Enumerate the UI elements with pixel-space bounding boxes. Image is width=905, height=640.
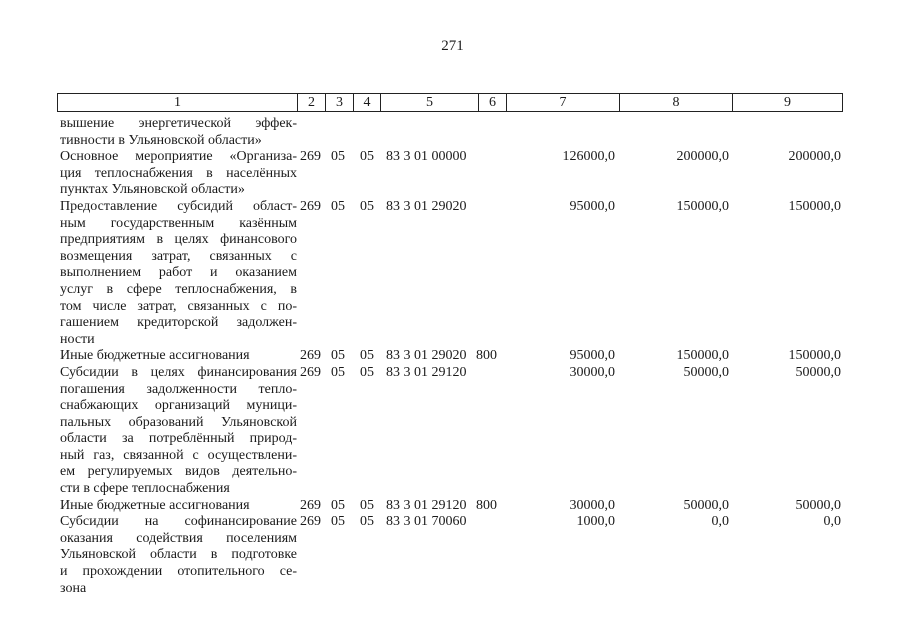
row-cell-c3 <box>327 116 354 149</box>
header-col-6: 6 <box>479 94 507 111</box>
table-row <box>57 149 847 199</box>
description-line: предприятиям в целях финансового <box>60 232 297 248</box>
description-line: Субсидии в целях финансирования <box>60 364 297 380</box>
description-line: оказания содействия поселениям <box>60 530 297 546</box>
table-row <box>57 514 847 597</box>
row-cell-c2: 269 <box>300 198 321 214</box>
row-cell-c4: 05 <box>360 514 374 530</box>
header-col-8: 8 <box>620 94 733 111</box>
description-line: зона <box>60 580 87 596</box>
table-row <box>57 348 847 365</box>
row-cell-c6 <box>476 365 508 498</box>
table-header <box>57 93 843 112</box>
description-line: Основное мероприятие «Организа- <box>60 149 297 165</box>
row-cell-c2: 269 <box>300 348 321 364</box>
row-cell-c4: 05 <box>360 364 374 380</box>
row-cell-c7: 95000,0 <box>569 348 615 364</box>
header-col-2: 2 <box>298 94 326 111</box>
description-line: пальных образований Ульяновской <box>60 414 297 430</box>
row-cell-c8: 150000,0 <box>676 198 729 214</box>
description-line: Предоставление субсидий област- <box>60 198 297 214</box>
row-cell-c7: 95000,0 <box>569 198 615 214</box>
table-row <box>57 116 847 149</box>
row-description <box>57 116 297 149</box>
row-cell-c6 <box>476 514 508 597</box>
row-cell-c4: 05 <box>360 198 374 214</box>
row-cell-c5 <box>376 116 476 149</box>
row-cell-c4: 05 <box>360 149 374 165</box>
row-cell-c8: 200000,0 <box>676 149 729 165</box>
table-row <box>57 365 847 498</box>
row-cell-c6 <box>476 116 508 149</box>
description-line: тивности в Ульяновской области» <box>60 132 262 148</box>
row-cell-c2: 269 <box>300 364 321 380</box>
header-col-7: 7 <box>507 94 620 111</box>
row-description <box>57 514 297 597</box>
row-cell-c3: 05 <box>331 149 345 165</box>
description-line: ция теплоснабжения в населённых <box>60 165 297 181</box>
row-cell-c8: 150000,0 <box>676 348 729 364</box>
row-cell-c2: 269 <box>300 497 321 513</box>
description-line: снабжающих организаций муници- <box>60 398 297 414</box>
description-line: пунктах Ульяновской области» <box>60 182 245 198</box>
row-cell-c8 <box>615 116 729 149</box>
row-cell-c4: 05 <box>360 497 374 513</box>
row-cell-c3: 05 <box>331 364 345 380</box>
row-cell-c5: 83 3 01 29120 <box>386 497 467 513</box>
row-cell-c8: 50000,0 <box>683 497 729 513</box>
row-cell-c9: 0,0 <box>823 514 841 530</box>
header-col-9: 9 <box>784 95 791 110</box>
description-line: услуг в сфере теплоснабжения, в <box>60 281 297 297</box>
row-cell-c4 <box>354 116 376 149</box>
description-line: Иные бюджетные ассигнования <box>60 348 250 364</box>
row-cell-c9: 50000,0 <box>795 364 841 380</box>
row-description <box>57 149 297 199</box>
row-description <box>57 199 297 348</box>
description-line: выполнением работ и оказанием <box>60 265 297 281</box>
description-line: вышение энергетической эффек- <box>60 116 297 131</box>
row-cell-c9: 150000,0 <box>788 198 841 214</box>
row-description <box>57 348 297 365</box>
row-cell-c8: 0,0 <box>711 514 729 530</box>
row-cell-c7: 30000,0 <box>569 497 615 513</box>
row-cell-c5: 83 3 01 29020 <box>386 348 467 364</box>
row-cell-c5: 83 3 01 00000 <box>386 149 467 165</box>
description-line: ем регулируемых видов деятельно- <box>60 464 297 480</box>
row-cell-c7 <box>508 116 615 149</box>
description-line: гашением кредиторской задолжен- <box>60 315 297 331</box>
header-col-4: 4 <box>354 94 381 111</box>
description-line: погашения задолженности тепло- <box>60 381 297 397</box>
header-col-1: 1 <box>58 94 298 111</box>
row-cell-c3: 05 <box>331 198 345 214</box>
row-cell-c9: 150000,0 <box>788 348 841 364</box>
row-cell-c2: 269 <box>300 149 321 165</box>
table-row <box>57 498 847 515</box>
description-line: том числе затрат, связанных с по- <box>60 298 297 314</box>
row-cell-c5: 83 3 01 70060 <box>386 514 467 530</box>
row-description <box>57 498 297 515</box>
page-number: 271 <box>441 38 464 54</box>
description-line: возмещения затрат, связанных с <box>60 248 297 264</box>
description-line: Субсидии на софинансирование <box>60 514 297 530</box>
row-cell-c9: 200000,0 <box>788 149 841 165</box>
row-cell-c7: 126000,0 <box>562 149 615 165</box>
row-cell-c7: 30000,0 <box>569 364 615 380</box>
row-cell-c6: 800 <box>476 348 497 364</box>
row-cell-c3: 05 <box>331 348 345 364</box>
row-cell-c8: 50000,0 <box>683 364 729 380</box>
row-cell-c7: 1000,0 <box>576 514 615 530</box>
header-col-5: 5 <box>381 94 479 111</box>
row-cell-c4: 05 <box>360 348 374 364</box>
table-row <box>57 199 847 348</box>
row-cell-c6: 800 <box>476 497 497 513</box>
row-cell-c9 <box>729 116 843 149</box>
description-line: области за потреблённый природ- <box>60 431 297 447</box>
row-description <box>57 365 297 498</box>
description-line: Ульяновской области в подготовке <box>60 547 297 563</box>
row-cell-c2: 269 <box>300 514 321 530</box>
row-cell-c9: 50000,0 <box>795 497 841 513</box>
row-cell-c3: 05 <box>331 514 345 530</box>
description-line: сти в сфере теплоснабжения <box>60 481 230 497</box>
description-line: ности <box>60 331 95 347</box>
description-line: Иные бюджетные ассигнования <box>60 497 250 513</box>
row-cell-c2 <box>297 116 327 149</box>
description-line: ным государственным казённым <box>60 215 297 231</box>
header-col-3: 3 <box>326 94 354 111</box>
description-line: и прохождении отопительного се- <box>60 564 297 580</box>
row-cell-c6 <box>476 199 508 348</box>
row-cell-c6 <box>476 149 508 199</box>
row-cell-c3: 05 <box>331 497 345 513</box>
row-cell-c5: 83 3 01 29120 <box>386 364 467 380</box>
row-cell-c5: 83 3 01 29020 <box>386 198 467 214</box>
description-line: ный газ, связанной с осуществлени- <box>60 447 297 463</box>
table-body <box>57 116 847 597</box>
